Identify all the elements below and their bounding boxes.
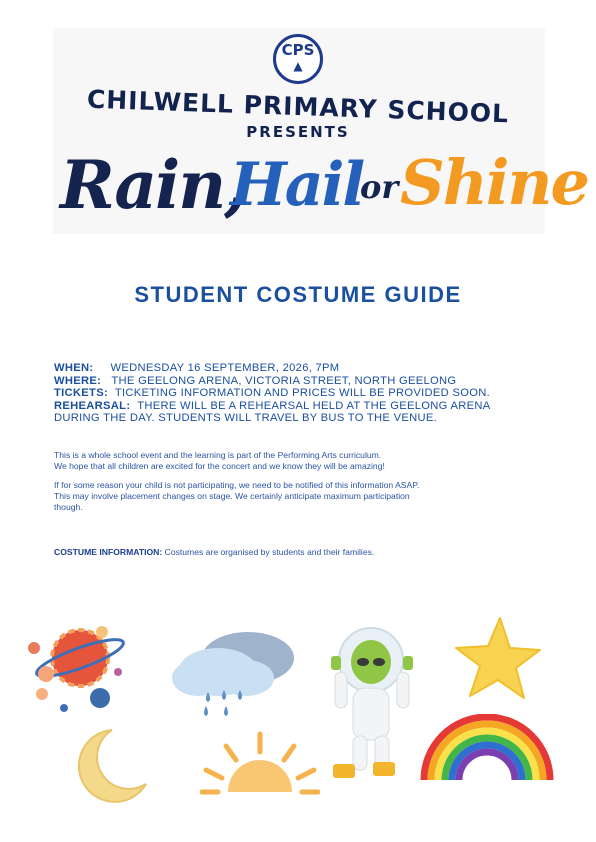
detail-where: WHERE: THE GEELONG ARENA, VICTORIA STREET, NORTH GEELONG: [54, 374, 457, 387]
detail-value: THERE WILL BE A REHEARSAL HELD AT THE GEELONG ARENA: [137, 399, 491, 412]
detail-when: WHEN: WEDNESDAY 16 SEPTEMBER, 2026, 7PM: [54, 362, 340, 374]
school-logo: [273, 34, 323, 84]
show-title-word-or: or: [360, 168, 399, 206]
detail-label: REHEARSAL: [54, 399, 127, 412]
logo-mark: ▲: [293, 59, 303, 73]
paragraph-line: We hope that all children are excited for the concert and we know they will be amazing!: [54, 461, 385, 471]
school-name: CHILWELL PRIMARY SCHOOL: [86, 84, 510, 129]
sun-illustration: [200, 726, 320, 798]
detail-rehearsal-cont: [54, 412, 554, 425]
show-title-word-shine: Shine: [400, 146, 588, 219]
paragraph-line: This may involve placement changes on stage. We certainly anticipate maximum participation: [54, 491, 410, 501]
show-title: [58, 146, 588, 226]
alien-astronaut-illustration: [323, 624, 423, 784]
star-illustration: [452, 614, 542, 704]
show-title-word-rain: Rain,: [60, 146, 246, 224]
logo-text: CPS: [281, 41, 315, 59]
page-title: STUDENT COSTUME GUIDE: [134, 282, 462, 307]
paragraph-line: If for some reason your child is not participating, we need to be notified of this information ASAP.: [54, 480, 420, 490]
detail-label: WHERE: [54, 374, 98, 387]
paragraph-participation: [54, 480, 554, 513]
detail-value: TICKETING INFORMATION AND PRICES WILL BE PROVIDED SOON.: [114, 387, 490, 399]
detail-value: DURING THE DAY. STUDENTS WILL TRAVEL BY BUS TO THE VENUE.: [54, 412, 438, 424]
rainbow-illustration: [418, 714, 556, 782]
paragraph-line: This is a whole school event and the learning is part of the Performing Arts curriculum.: [54, 450, 382, 460]
detail-rehearsal: REHEARSAL: THERE WILL BE A REHEARSAL HELD AT THE GEELONG ARENA: [54, 399, 491, 412]
presents-label: PRESENTS: [246, 123, 350, 141]
costume-label: COSTUME INFORMATION:: [54, 547, 163, 557]
detail-label: TICKETS: [54, 387, 104, 399]
rain-cloud-illustration: [168, 622, 300, 722]
event-details: [54, 362, 554, 425]
detail-tickets: TICKETS: TICKETING INFORMATION AND PRICES WILL BE PROVIDED SOON.: [54, 387, 490, 399]
costume-info: [54, 547, 554, 557]
detail-value: WEDNESDAY 16 SEPTEMBER, 2026, 7PM: [110, 362, 340, 374]
show-title-word-hail: Hail: [230, 150, 364, 220]
detail-value: THE GEELONG ARENA, VICTORIA STREET, NORTH GEELONG: [111, 374, 457, 387]
costume-text: Costumes are organised by students and their families.: [164, 547, 375, 557]
paragraph-line: though.: [54, 502, 83, 512]
paragraph-intro: [54, 450, 554, 472]
moon-illustration: [74, 726, 150, 806]
planet-illustration: [18, 590, 138, 720]
detail-label: WHEN: [54, 362, 90, 374]
